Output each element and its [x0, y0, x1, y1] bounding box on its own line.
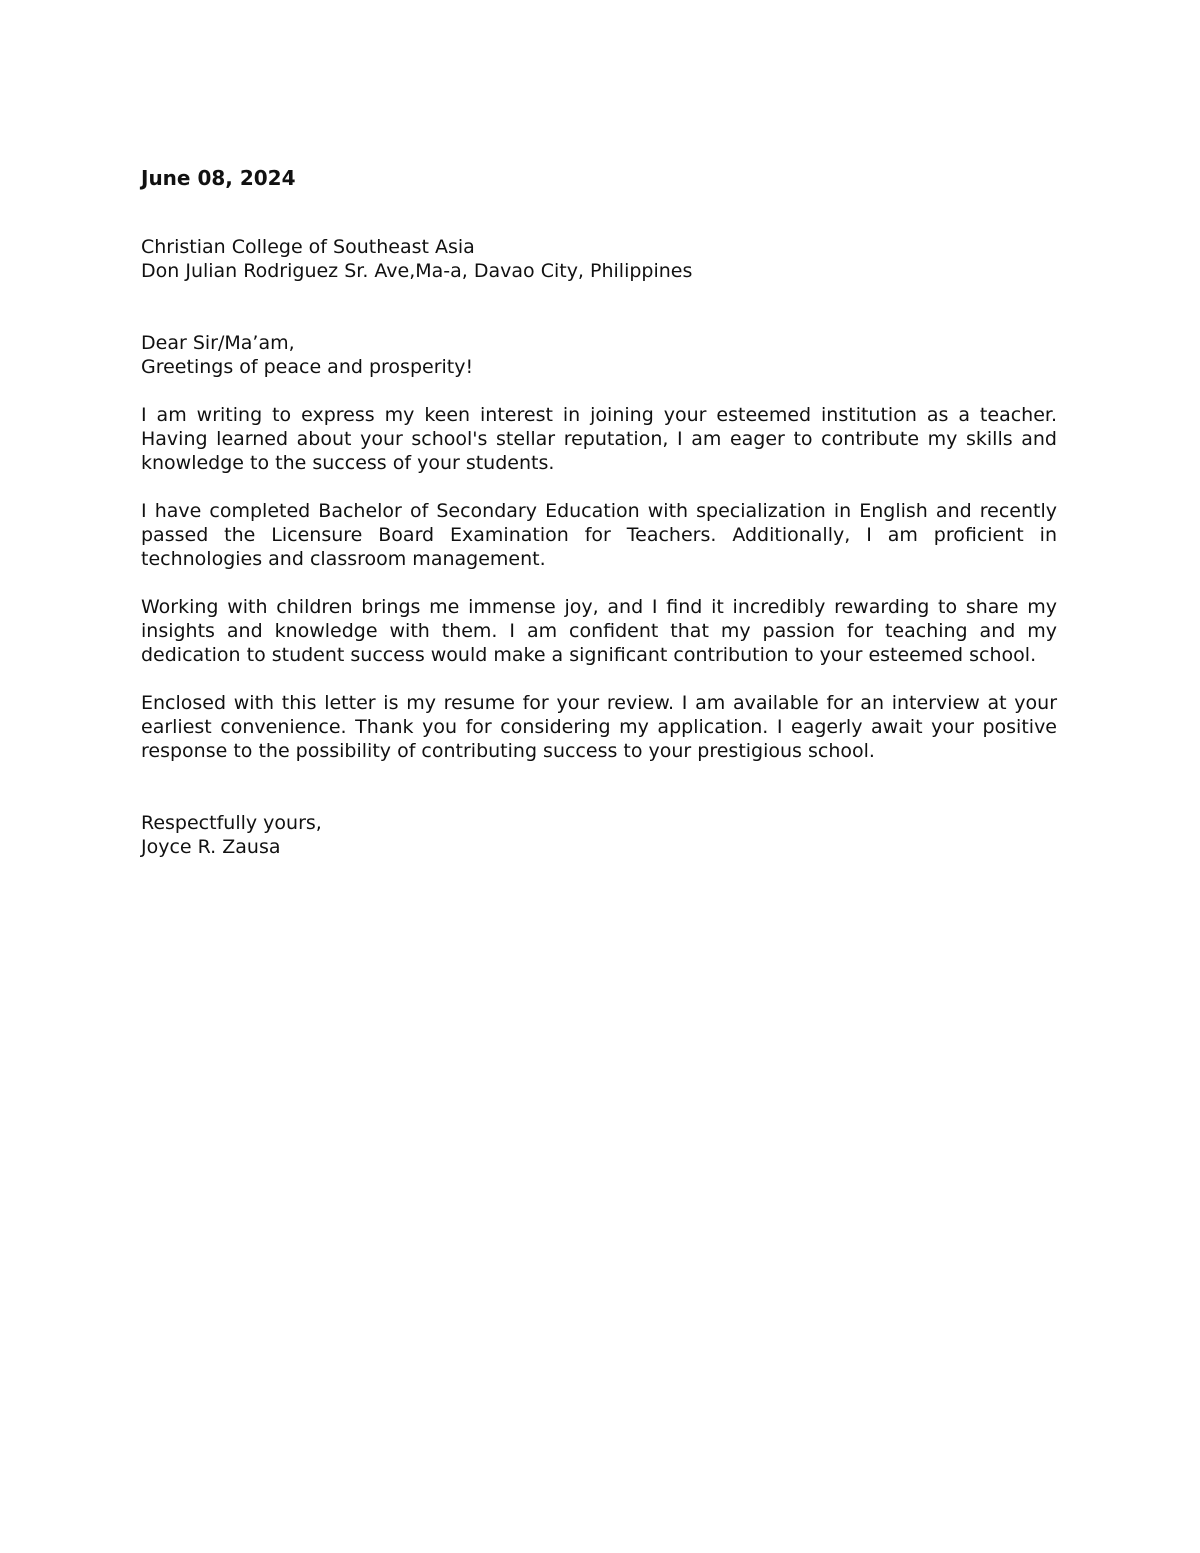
letter-page	[141, 163, 1057, 859]
salutation: Dear Sir/Ma’am,	[141, 332, 295, 354]
signature-name: Joyce R. Zausa	[141, 836, 281, 858]
body-paragraph-4: Enclosed with this letter is my resume for your review. I am available for an interview at your earliest convenience. Thank you for considering my application. I eagerly await your positive response to the possibility of contributing success to your prestigious school.	[141, 692, 1057, 762]
recipient-block	[141, 235, 1057, 283]
salutation-block	[141, 331, 1057, 379]
recipient-name: Christian College of Southeast Asia	[141, 236, 475, 258]
letter-date: June 08, 2024	[141, 166, 296, 190]
greeting: Greetings of peace and prosperity!	[141, 356, 474, 378]
body-paragraph-2: I have completed Bachelor of Secondary Education with specialization in English and recently passed the Licensure Board Examination for Teachers. Additionally, I am proficient in technologies and classroom management.	[141, 500, 1057, 570]
closing-block	[141, 811, 1057, 859]
recipient-address: Don Julian Rodriguez Sr. Ave,Ma-a, Davao City, Philippines	[141, 260, 693, 282]
body-paragraph-3: Working with children brings me immense joy, and I find it incredibly rewarding to share my insights and knowledge with them. I am confident that my passion for teaching and my dedication to student success would make a significant contribution to your esteemed school.	[141, 596, 1057, 666]
closing: Respectfully yours,	[141, 812, 322, 834]
body-paragraph-1: I am writing to express my keen interest in joining your esteemed institution as a teacher. Having learned about your school's stellar reputation, I am eager to contribute my skills and knowledge to the success of your students.	[141, 404, 1057, 474]
